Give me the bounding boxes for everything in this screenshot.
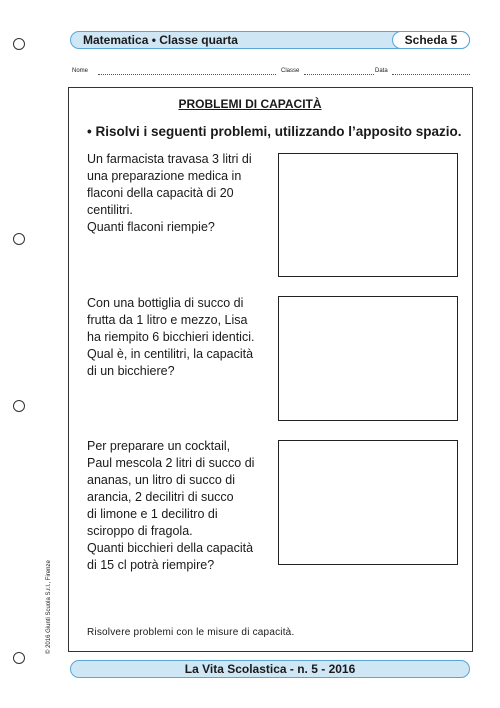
sheet-number: Scheda 5 <box>404 33 458 47</box>
answer-box[interactable] <box>278 153 458 277</box>
problem-text: Un farmacista travasa 3 litri di una preparazione medica in flaconi della capacità di 20 centilitri. Quanti flaconi riempie? <box>87 152 252 234</box>
learning-objective: Risolvere problemi con le misure di capacità. <box>87 627 295 638</box>
worksheet-title: PROBLEMI DI CAPACITÀ <box>178 97 322 111</box>
footer-banner <box>70 660 470 678</box>
subject-label: Matematica • Classe quarta <box>83 33 238 47</box>
answer-box[interactable] <box>278 440 458 565</box>
problem-text: Con una bottiglia di succo di frutta da 1 litro e mezzo, Lisa ha riempito 6 bicchieri identici. Qual è, in centilitri, la capacità di un bicchiere? <box>87 296 255 378</box>
binder-hole-top <box>13 38 25 50</box>
problem-text: Per preparare un cocktail, Paul mescola 2 litri di succo di ananas, un litro di succo di arancia, 2 decilitri di succo di limone e 1 decilitro di sciroppo di fragola. Quanti bicchieri della capacità di 15 cl potrà riempire? <box>87 439 255 572</box>
name-field[interactable] <box>98 74 276 75</box>
header-banner <box>70 31 470 49</box>
binder-hole-lower-middle <box>13 400 25 412</box>
copyright-notice: © 2016 Giunti Scuola S.r.l., Firenze <box>46 560 52 654</box>
date-field[interactable] <box>392 74 470 75</box>
class-field[interactable] <box>304 74 374 75</box>
sheet-tab <box>392 31 470 49</box>
student-fields <box>72 66 472 78</box>
instruction-text: • Risolvi i seguenti problemi, utilizzando l’apposito spazio. <box>87 124 462 139</box>
binder-hole-bottom <box>13 652 25 664</box>
class-label: Classe <box>281 68 300 74</box>
footer-text: La Vita Scolastica - n. 5 - 2016 <box>184 662 356 676</box>
name-label: Nome <box>72 68 89 74</box>
date-label: Data <box>375 68 388 74</box>
binder-hole-upper-middle <box>13 233 25 245</box>
answer-box[interactable] <box>278 296 458 421</box>
